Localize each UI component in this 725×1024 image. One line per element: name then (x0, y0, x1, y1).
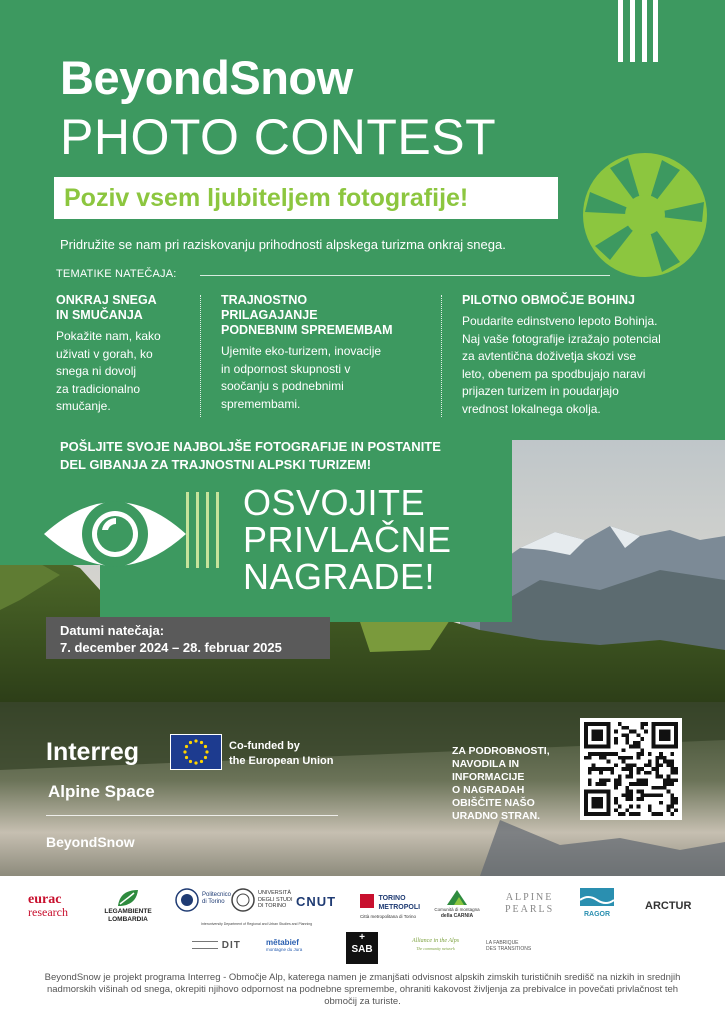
theme-text: Poudarite edinstveno lepoto Bohinja. Naj vaše fotografije izražajo potencial za avtentična doživetja skozi vse leto, obenem pa spodbujajo naravi prijazen turizem in poudarjajo vrednost lokalnega okolja. (462, 314, 661, 416)
title-sub: PHOTO CONTEST (60, 109, 497, 165)
ragor-logo: RAGOR (580, 888, 614, 918)
tagline-box (54, 177, 558, 219)
partner-logos: eurac research LEGAMBIENTE LOMBARDIA Politecnico di Torino UNIVERSITÀ DEGLI STUDI DI TORINO Interuniversity Department of Regional and Urban Studies and Planning CNUT TORINO METROPOLI Città metropolitana di Torino Comunità di montagna della CARNIA ALPINE PEARLS RAGOR ARCTUR DIT mētabief montagne du Jura + SAB Alliance in the Alps The community network LA FABRIQUE DES TRANSITIONS (0, 876, 725, 972)
dit-logo: DIT (192, 940, 241, 951)
theme-beyond-snow (56, 293, 186, 416)
polito-seal-icon (175, 888, 199, 912)
contest-dates-box (46, 617, 330, 659)
prize-heading: OSVOJITE PRIVLAČNE NAGRADE! (243, 482, 452, 597)
eu-cofunded-text: Co-funded by the European Union (229, 740, 334, 767)
qr-code[interactable] (580, 718, 682, 820)
dist-text: Interuniversity Department of Regional and Urban Studies and Planning (201, 922, 313, 926)
camera-aperture-icon (580, 150, 710, 280)
mountain-icon (446, 888, 468, 906)
theme-title: PILOTNO OBMOČJE BOHINJ (462, 293, 635, 307)
themes-divider (200, 275, 610, 276)
theme-title: TRAJNOSTNO PRILAGAJANJE PODNEBNIM SPREMEMBAM (221, 293, 393, 337)
sab-logo: + SAB (346, 932, 378, 964)
cnut-logo: CNUT (296, 894, 337, 909)
alpine-pearls-logo: ALPINE PEARLS (505, 892, 555, 915)
arctur-logo: ARCTUR (645, 900, 692, 912)
call-to-action: POŠLJITE SVOJE NAJBOLJŠE FOTOGRAFIJE IN POSTANITE DEL GIBANJA ZA TRAJNOSTNI ALPSKI TURIZEM! (60, 439, 441, 472)
project-description: BeyondSnow je projekt programa Interreg - Območje Alp, katerega namen je zmanjšati odvisnost alpskih zimskih turističnih središč na nizkih in srednjih nadmorskih višinah od snega, okrepiti njihovo odpornost na podnebne spremembe, ohraniti kakovost življenja za prebivalce in povečati privlačnost teh območij za turiste. (44, 972, 681, 1007)
decorative-bars (186, 492, 222, 568)
beyondsnow-label: BeyondSnow (46, 834, 135, 850)
ragor-wave-icon (580, 888, 614, 906)
fabrique-des-transitions-logo: LA FABRIQUE DES TRANSITIONS (486, 940, 532, 952)
dates-range: 7. december 2024 – 28. februar 2025 (60, 640, 282, 655)
tagline: Poziv vsem ljubiteljem fotografije! (64, 184, 469, 212)
alpine-space-label: Alpine Space (48, 782, 155, 801)
theme-text: Pokažite nam, kako uživati v gorah, ko snega ni dovolj za tradicionalno smučanje. (56, 329, 161, 413)
eye-icon (40, 488, 190, 580)
theme-bohinj (462, 293, 702, 418)
theme-title: ONKRAJ SNEGA IN SMUČANJA (56, 293, 157, 322)
torino-metropoli-logo: TORINO METROPOLI Città metropolitana di Torino (360, 895, 421, 919)
metabief-logo: mētabief montagne du Jura (266, 938, 303, 952)
alliance-in-the-alps-logo: Alliance in the Alps The community network (412, 938, 460, 951)
decorative-stripes (618, 0, 658, 62)
themes-label: TEMATIKE NATEČAJA: (56, 268, 177, 280)
eurac-research-logo: eurac research (28, 892, 68, 919)
dates-label: Datumi natečaja: (60, 623, 165, 638)
title-main: BeyondSnow (60, 51, 353, 104)
intro-text: Pridružite se nam pri raziskovanju prihodnosti alpskega turizma onkraj snega. (60, 237, 506, 252)
leaf-icon (116, 888, 140, 908)
more-info-text: ZA PODROBNOSTI, NAVODILA IN INFORMACIJE O NAGRADAH OBIŠČITE NAŠO URADNO STRAN. (452, 745, 550, 822)
carnia-logo: Comunità di montagna della CARNIA (432, 888, 482, 920)
legambiente-lombardia-logo: LEGAMBIENTE LOMBARDIA (100, 888, 156, 924)
interreg-logo: Interreg (46, 738, 140, 766)
unito-seal-icon (231, 888, 255, 912)
theme-separator (200, 295, 201, 417)
theme-separator (441, 295, 442, 417)
theme-climate-adaptation (221, 293, 431, 413)
funding-divider (46, 815, 338, 816)
theme-text: Ujemite eko-turizem, inovacije in odpornost skupnosti v soočanju s podnebnimi spremembami. (221, 344, 382, 411)
eu-flag-icon (170, 734, 222, 770)
